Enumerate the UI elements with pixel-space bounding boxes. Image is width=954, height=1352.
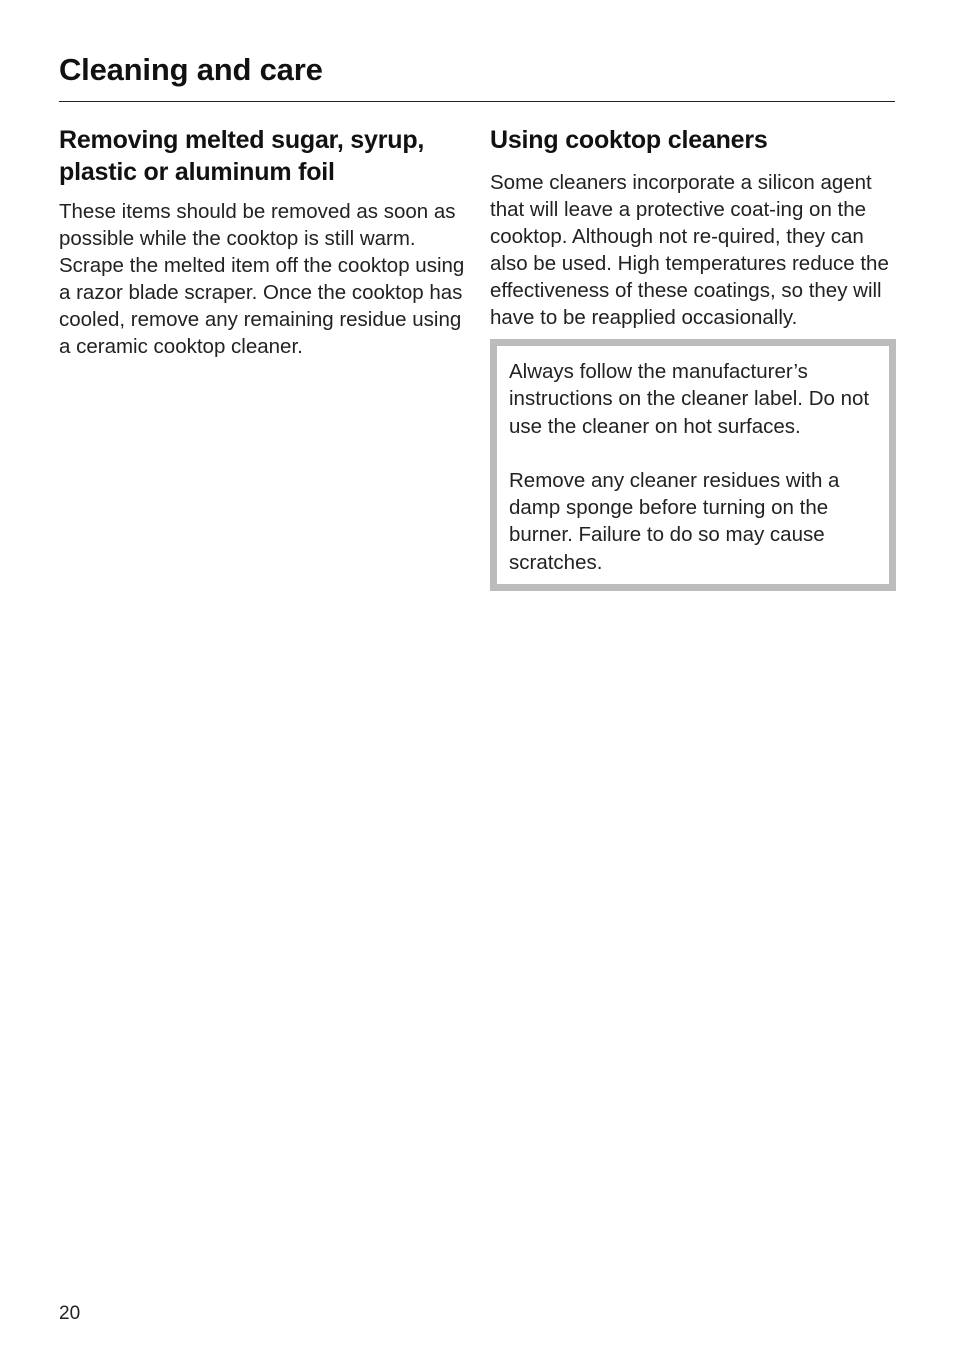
page-title: Cleaning and care (59, 52, 323, 87)
right-column (490, 124, 896, 591)
page-number: 20 (59, 1303, 81, 1324)
note-paragraph-manufacturer-instructions: Always follow the manufacturer’s instructions on the cleaner label. Do not use the cleaner on hot surfaces. (509, 360, 870, 438)
note-paragraph-remove-residues: Remove any cleaner residues with a damp sponge before turning on the burner. Failure to do so may cause scratches. (509, 468, 840, 574)
title-divider (59, 101, 895, 102)
section-heading-melted-items: Removing melted sugar, syrup, plastic or aluminum foil (59, 126, 425, 186)
left-column (59, 124, 471, 360)
section-body-cooktop-cleaners: Some cleaners incorporate a silicon agent that will leave a protective coat-ing on the cooktop. Although not re-quired, they can also be used. High temperatures reduce the effectiveness of these coatings, so they will have to be reapplied occasionally. (490, 171, 889, 329)
section-heading-cooktop-cleaners: Using cooktop cleaners (490, 126, 768, 154)
section-body-melted-items: These items should be removed as soon as possible while the cooktop is still warm. Scrape the melted item off the cooktop using a razor blade scraper. Once the cooktop has cooled, remove any remaining residue using a ceramic cooktop cleaner. (59, 200, 465, 358)
note-box (490, 339, 896, 591)
